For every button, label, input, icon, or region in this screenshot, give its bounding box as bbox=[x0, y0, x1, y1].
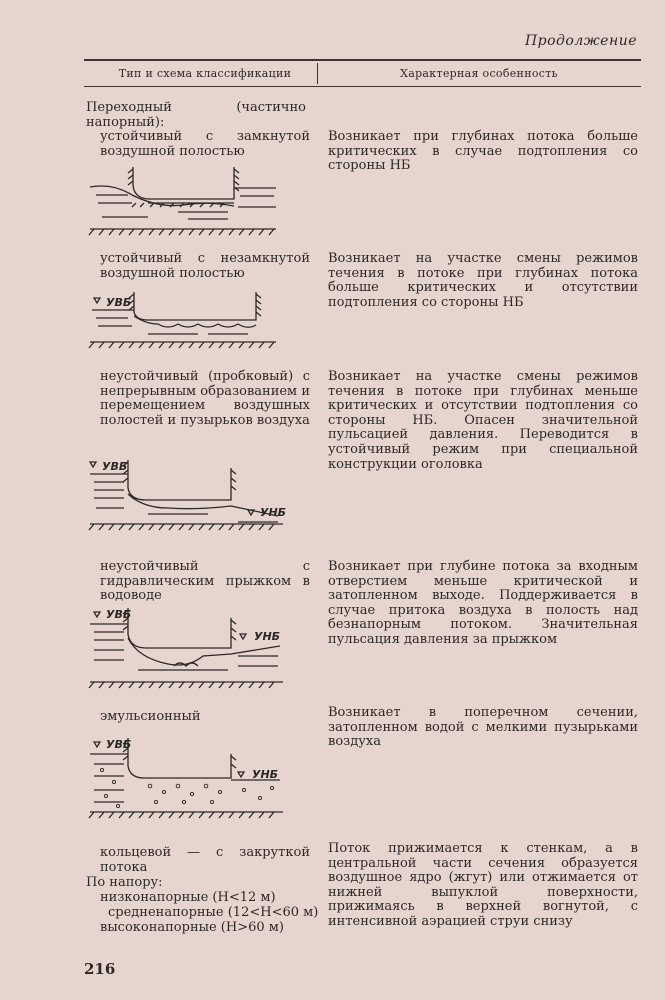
row-feature-3: Возникает на участке смены режимов течения в потоке при глубинах меньше критических и отсутствии подтопления со стороны НБ. Опасен значительной пульсацией давления. Переводится в устойчивый режим при специальной конструкции оголовка bbox=[328, 369, 638, 472]
diagram-plug-flow bbox=[88, 458, 288, 540]
upstream-level-label: УВБ bbox=[106, 608, 132, 621]
diagram-open-cavity bbox=[88, 290, 283, 356]
table-header bbox=[84, 59, 641, 87]
diagram-closed-cavity bbox=[88, 165, 283, 243]
upstream-level-label: УВБ bbox=[102, 460, 128, 473]
header-divider bbox=[317, 63, 318, 84]
row-feature-1: Возникает при глубинах потока больше критических в случае подтопления со стороны НБ bbox=[328, 129, 638, 174]
header-col-feature: Характерная особенность bbox=[400, 67, 558, 80]
continued-label: Продолжение bbox=[524, 33, 637, 49]
row-type-2: устойчивый с незамкнутой воздушной полостью bbox=[100, 251, 310, 281]
row-type-5: эмульсионный bbox=[100, 709, 201, 724]
diagram-hydraulic-jump bbox=[88, 606, 288, 696]
row-type-3: неустойчивый (пробковый) с непрерывным образованием и перемещением воздушных полостей и пузырьков воздуха bbox=[100, 369, 310, 428]
pressure-item-low: низконапорные (H<12 м) bbox=[100, 890, 276, 905]
row-type-1: устойчивый с замкнутой воздушной полостью bbox=[100, 129, 310, 159]
pressure-item-medium: средненапорные (12<H<60 м) bbox=[108, 905, 319, 920]
row-type-6: кольцевой — с закруткой потока bbox=[100, 845, 310, 875]
downstream-level-label: УНБ bbox=[260, 506, 287, 519]
row-feature-5: Возникает в поперечном сечении, затопленном водой с мелкими пузырьками воздуха bbox=[328, 705, 638, 750]
row-type-4: неустойчивый с гидравлическим прыжком в водоводе bbox=[100, 559, 310, 604]
row-feature-6: Поток прижимается к стенкам, а в центральной части сечения образуется воздушное ядро (жгут) или отжимается от нижней выпуклой поверхности, прижимаясь в верхней вогнутой, с интенсивной аэрацией струи снизу bbox=[328, 841, 638, 929]
page-number: 216 bbox=[84, 960, 116, 978]
group-title: Переходный (частично напорный): bbox=[86, 100, 306, 130]
pressure-title: По напору: bbox=[86, 875, 163, 890]
upstream-level-label: УВБ bbox=[106, 296, 132, 309]
row-feature-4: Возникает при глубине потока за входным отверстием меньше критической и затопленном выходе. Поддерживается в случае притока воздуха в полость над безнапорным потоком. Значительная пульсация давления за прыжком bbox=[328, 559, 638, 647]
downstream-level-label: УНБ bbox=[254, 630, 281, 643]
upstream-level-label: УВБ bbox=[106, 738, 132, 751]
diagram-emulsion bbox=[88, 736, 288, 824]
downstream-level-label: УНБ bbox=[252, 768, 279, 781]
pressure-item-high: высоконапорные (H>60 м) bbox=[100, 920, 284, 935]
header-col-type: Тип и схема классификации bbox=[118, 67, 292, 80]
row-feature-2: Возникает на участке смены режимов течения в потоке при глубинах потока больше критических и отсутствии подтопления со стороны НБ bbox=[328, 251, 638, 310]
